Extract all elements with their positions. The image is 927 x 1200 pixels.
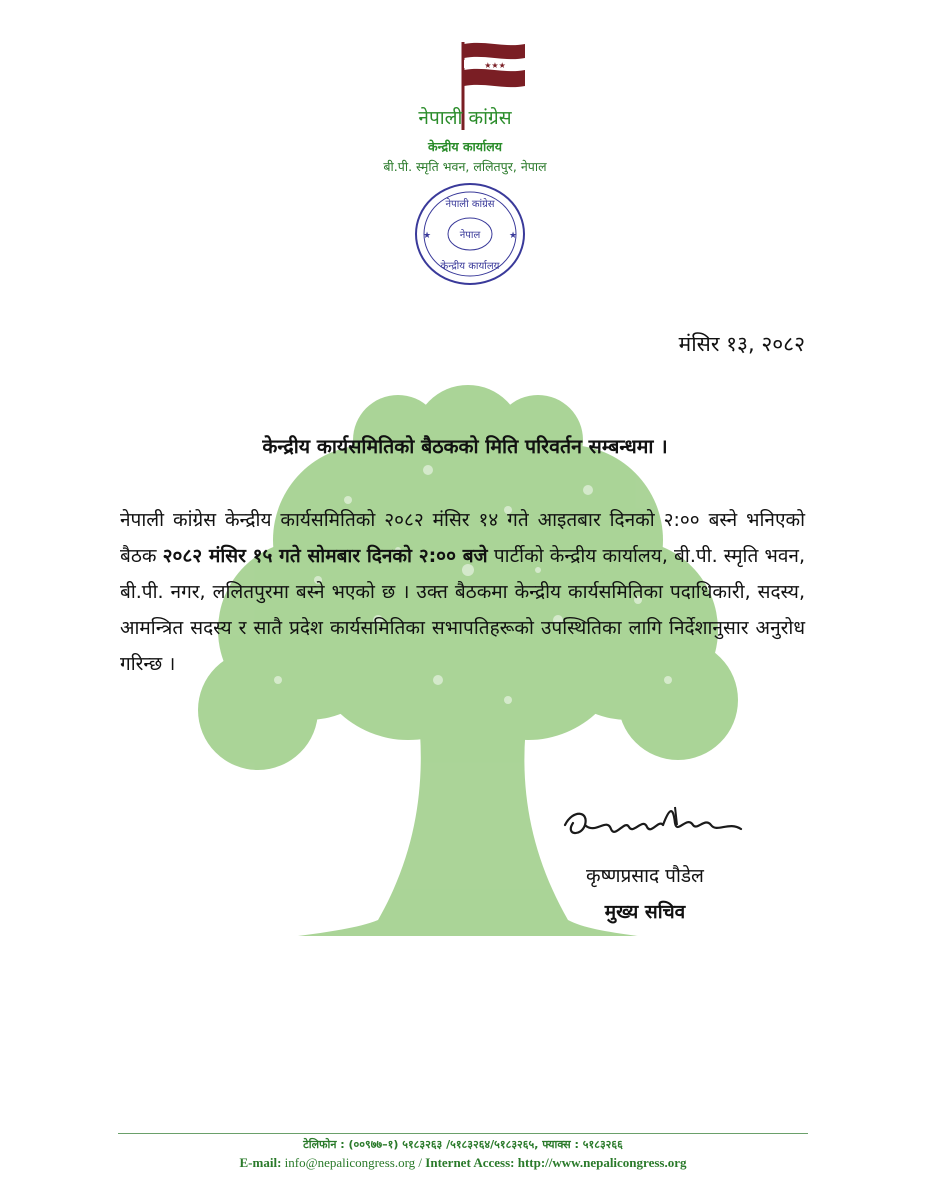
office-address: बी.पी. स्मृति भवन, ललितपुर, नेपाल (383, 159, 547, 174)
footer-separator: / (418, 1155, 423, 1170)
letter-date: मंसिर १३, २०८२ (678, 332, 805, 356)
party-name: नेपाली कांग्रेस (418, 107, 512, 129)
website-link[interactable]: http://www.nepalicongress.org (517, 1155, 687, 1170)
email-link[interactable]: info@nepalicongress.org (284, 1155, 416, 1170)
handwritten-signature (555, 795, 755, 857)
footer-phone: टेलिफोन : (००९७७–१) ५१८३२६३ /५१८३२६४/५१८३२६५, फ्याक्स : ५१८३२६६ (303, 1138, 623, 1151)
footer-divider (118, 1133, 808, 1134)
official-seal (412, 182, 528, 286)
svg-text:नेपाली कांग्रेस: नेपाली कांग्रेस (445, 199, 495, 210)
flag-stars: ★★★ (484, 61, 506, 70)
signatory-name: कृष्णप्रसाद पौडेल (586, 865, 704, 887)
body-highlight: २०८२ मंसिर १५ गते सोमबार दिनको २:०० बजे (162, 545, 488, 567)
signatory-title: मुख्य सचिव (604, 901, 686, 923)
body-part-1: नेपाली कांग्रेस केन्द्रीय कार्यसमितिको २०८२ मंसिर १४ गते आइतबार दिनको २:०० बस्ने भनिएको बैठक (120, 509, 805, 567)
office-name: केन्द्रीय कार्यालय (428, 139, 502, 154)
email-label: E-mail: (239, 1155, 282, 1170)
svg-text:★: ★ (509, 231, 518, 241)
footer-contact (118, 1155, 808, 1171)
svg-text:★: ★ (423, 231, 432, 241)
letter-subject: केन्द्रीय कार्यसमितिको बैठकको मिति परिवर्तन सम्बन्धमा । (262, 435, 668, 458)
svg-text:नेपाल: नेपाल (459, 230, 481, 241)
internet-label: Internet Access: (425, 1155, 515, 1170)
body-part-2: पार्टीको केन्द्रीय कार्यालय, बी.पी. स्मृति भवन, बी.पी. नगर, ललितपुरमा बस्ने भएको छ । उक्त बैठकमा केन्द्रीय कार्यसमितिका पदाधिकारी, सदस्य, आमन्त्रित सदस्य र सातै प्रदेश कार्यसमितिका सभापतिहरूको उपस्थितिका लागि निर्देशानुसार अनुरोध गरिन्छ । (120, 545, 805, 675)
letter-body (120, 502, 805, 682)
svg-text:केन्द्रीय कार्यालय: केन्द्रीय कार्यालय (440, 261, 500, 272)
